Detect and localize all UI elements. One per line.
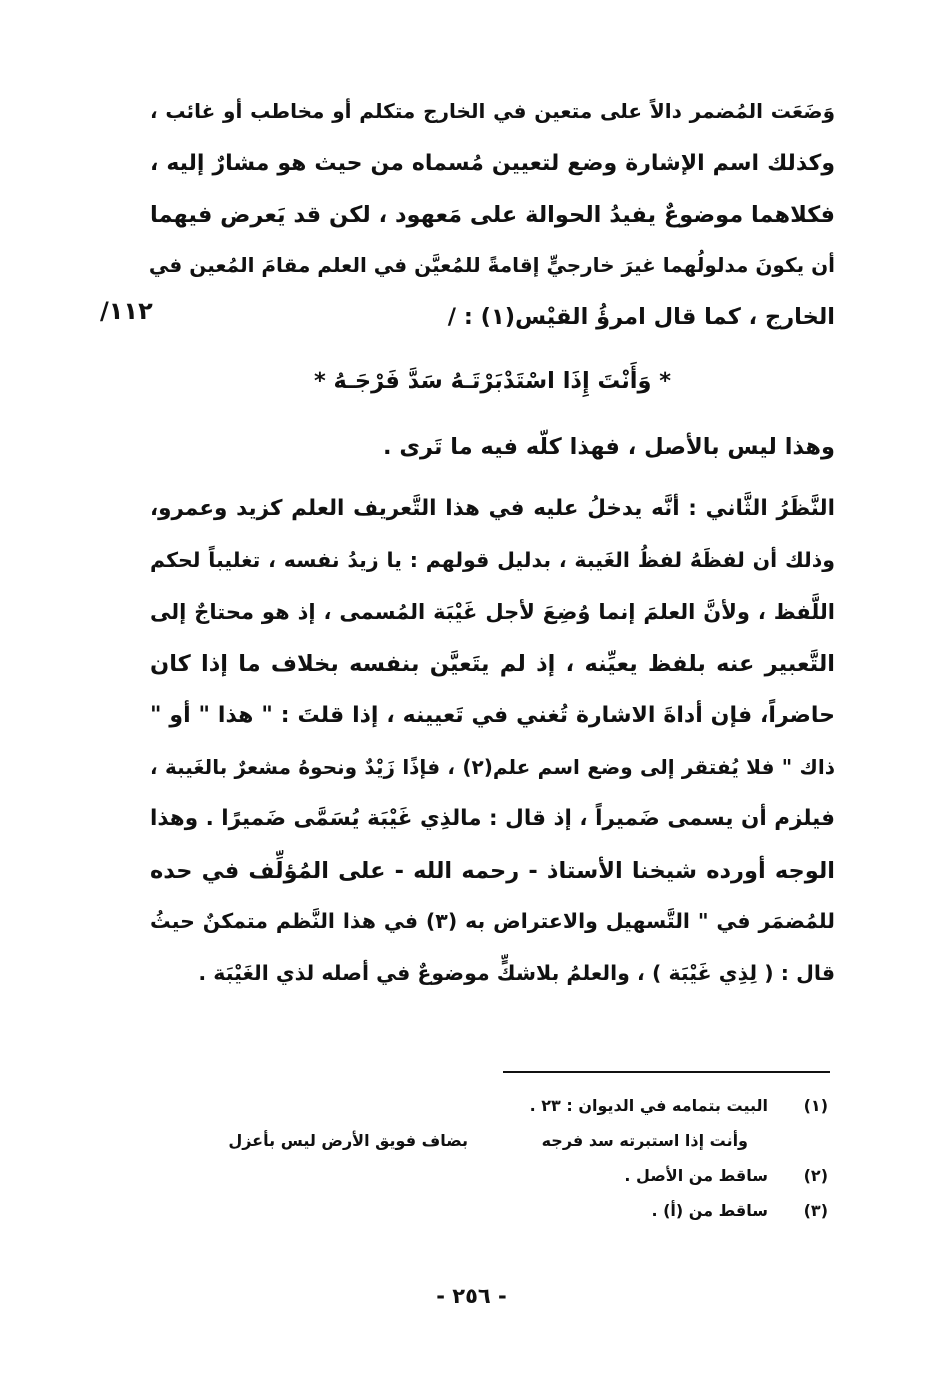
body-line-1: وَضَعَت المُضمر دالاً على متعين في الخارج متكلم أو مخاطب أو غائب ، [150, 99, 835, 123]
para2-line-2: وذلك أن لفظَهُ لفظُ الغَيبة ، بدليل قولهم : يا زيدُ نفسه ، تغليباً لحكم [150, 548, 835, 572]
footnote-3-number: (٣) [803, 1201, 828, 1220]
para2-line-5: حاضراً، فإن أداةَ الاشارة تُغني في تَعيينه ، إذا قلتَ : " هذا " أو " [150, 703, 835, 728]
para2-line-4: التَّعبير عنه بلفظ يعيِّنه ، إذ لم يتَعيَّن بنفسه بخلاف ما إذا كان [150, 651, 835, 677]
para2-line-10: قال : ( لِذِي غَيْبَة ) ، والعلمُ بلاشكٍّ موضوعٌ في أصله لذي الغَيْبَة . [198, 961, 835, 985]
footnote-1-verse-first-hemistich: وأنت إذا استبرته سد فرجه [541, 1131, 748, 1150]
body-line-3: فكلاهما موضوعٌ يفيدُ الحوالة على مَعهود ، لكن قد يَعرض فيهما [150, 202, 835, 228]
body-line-2: وكذلك اسم الإشارة وضع لتعيين مُسماه من حيث هو مشارٌ إليه ، [150, 151, 835, 176]
body-line-5: الخارج ، كما قال امرؤُ القيْس(١) : / [447, 304, 835, 330]
footnote-2-number: (٢) [803, 1166, 828, 1185]
margin-folio-note: /١١٢ [100, 297, 153, 325]
footnote-rule [503, 1071, 830, 1073]
body-line-after-verse: وهذا ليس بالأصل ، فهذا كلّه فيه ما تَرى . [382, 434, 835, 460]
para2-line-3: اللَّفظ ، ولأنَّ العلمَ إنما وُضِعَ لأجل غَيْبَة المُسمى ، إذ هو محتاجٌ إلى [150, 600, 835, 624]
footnote-3-text: ساقط من (أ) . [651, 1201, 768, 1220]
para2-line-8: الوجه أورده شيخنا الأستاذ - رحمه الله - على المُؤلِّف في حده [150, 858, 835, 884]
body-line-4: أن يكونَ مدلولُهما غيرَ خارجيٍّ إقامةً للمُعيَّن في العلم مقامَ المُعين في [148, 253, 835, 277]
verse-line: * وَأَنْتَ إِذَا اسْتَدْبَرْتَـهُ سَدَّ فَرْجَـهُ * [313, 368, 672, 394]
page-number: - ٢٥٦ - [436, 1284, 507, 1308]
footnote-1-verse-second-hemistich: بضاف فويق الأرض ليس بأعزل [228, 1131, 468, 1150]
footnote-2-text: ساقط من الأصل . [624, 1166, 768, 1185]
footnote-1-text: البيت بتمامه في الديوان : ٢٣ . [529, 1096, 768, 1115]
footnote-1-number: (١) [803, 1096, 828, 1115]
para2-line-9: للمُضمَر في " التَّسهيل والاعتراض به (٣) في هذا النَّظم متمكنٌ حيثُ [150, 909, 835, 933]
para2-line-1: النَّظَرُ الثَّاني : أنَّه يدخلُ عليه في هذا التَّعريف العلم كزيد وعمرو، [150, 496, 835, 521]
para2-line-7: فيلزم أن يسمى ضَميراً ، إذ قال : مالذِي غَيْبَة يُسَمَّى ضَميرًا . وهذا [150, 806, 835, 831]
para2-line-6: ذاك " فلا يُفتقر إلى وضع اسم علم(٢) ، فإذًا زَيْدٌ ونحوهُ مشعرٌ بالغَيبة ، [150, 755, 835, 779]
